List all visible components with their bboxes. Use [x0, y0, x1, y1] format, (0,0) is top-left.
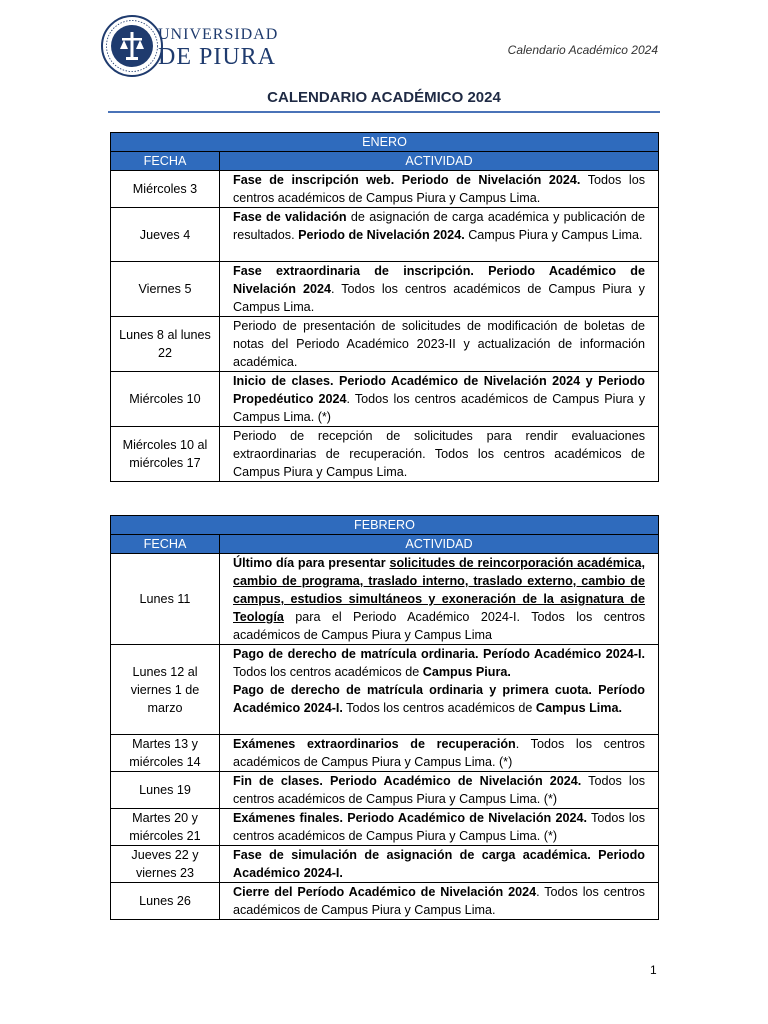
page-number: 1 [650, 963, 657, 977]
column-header-date: FECHA [111, 535, 220, 554]
activity-cell: Último día para presentar solicitudes de reincorporación académica, cambio de programa, traslado interno, traslado externo, cambio de campus, estudios simultáneos y exoneración de la asignatura de Teología para el Periodo Académico 2024-I. Todos los centros académicos de Campus Piura y Campus Lima [220, 554, 659, 645]
activity-cell: Fase extraordinaria de inscripción. Periodo Académico de Nivelación 2024. Todos los centros académicos de Campus Piura y Campus Lima. [220, 262, 659, 317]
date-cell: Martes 20 y miércoles 21 [111, 809, 220, 846]
activity-cell: Periodo de recepción de solicitudes para rendir evaluaciones extraordinarias de recuperación. Todos los centros académicos de Campus Piura y Campus Lima. [220, 427, 659, 482]
activity-cell: Exámenes extraordinarios de recuperación. Todos los centros académicos de Campus Piura y Campus Lima. (*) [220, 735, 659, 772]
table-row [111, 809, 659, 846]
table-row [111, 735, 659, 772]
document-title: CALENDARIO ACADÉMICO 2024 [267, 89, 501, 106]
university-logo [100, 14, 279, 78]
activity-cell: Fin de clases. Periodo Académico de Nivelación 2024. Todos los centros académicos de Campus Piura y Campus Lima. (*) [220, 772, 659, 809]
logo-line1: UNIVERSIDAD [158, 26, 279, 43]
date-cell: Miércoles 10 al miércoles 17 [111, 427, 220, 482]
date-cell: Jueves 22 y viernes 23 [111, 846, 220, 883]
table-row [111, 372, 659, 427]
date-cell: Miércoles 3 [111, 171, 220, 208]
activity-cell: Fase de validación de asignación de carga académica y publicación de resultados. Periodo de Nivelación 2024. Campus Piura y Campus Lima. [220, 208, 659, 262]
date-cell: Lunes 12 al viernes 1 de marzo [111, 645, 220, 735]
activity-cell: Inicio de clases. Periodo Académico de Nivelación 2024 y Periodo Propedéutico 2024. Todos los centros académicos de Campus Piura y Campus Lima. (*) [220, 372, 659, 427]
activity-cell: Fase de inscripción web. Periodo de Nivelación 2024. Todos los centros académicos de Campus Piura y Campus Lima. [220, 171, 659, 208]
date-cell: Lunes 8 al lunes 22 [111, 317, 220, 372]
table-row [111, 427, 659, 482]
date-cell: Martes 13 y miércoles 14 [111, 735, 220, 772]
date-cell: Viernes 5 [111, 262, 220, 317]
calendar-table-febrero [110, 515, 659, 920]
title-rule [108, 111, 660, 113]
university-seal-icon [100, 14, 164, 78]
table-row [111, 171, 659, 208]
logo-line2: DE PIURA [158, 44, 277, 70]
table-row [111, 317, 659, 372]
column-header-activity: ACTIVIDAD [220, 535, 659, 554]
table-row [111, 645, 659, 735]
calendar-table-enero [110, 132, 659, 482]
table-row [111, 554, 659, 645]
table-row [111, 883, 659, 920]
activity-cell: Cierre del Período Académico de Nivelación 2024. Todos los centros académicos de Campus Piura y Campus Lima. [220, 883, 659, 920]
month-header: FEBRERO [111, 516, 659, 535]
table-row [111, 208, 659, 262]
table-row [111, 846, 659, 883]
column-header-activity: ACTIVIDAD [220, 152, 659, 171]
date-cell: Miércoles 10 [111, 372, 220, 427]
date-cell: Jueves 4 [111, 208, 220, 262]
date-cell: Lunes 19 [111, 772, 220, 809]
activity-cell: Fase de simulación de asignación de carga académica. Periodo Académico 2024-I. [220, 846, 659, 883]
activity-cell: Exámenes finales. Periodo Académico de Nivelación 2024. Todos los centros académicos de Campus Piura y Campus Lima. (*) [220, 809, 659, 846]
header-running-title: Calendario Académico 2024 [507, 43, 658, 57]
table-row [111, 262, 659, 317]
table-row [111, 772, 659, 809]
activity-cell: Pago de derecho de matrícula ordinaria. Período Académico 2024-I. Todos los centros académicos de Campus Piura. Pago de derecho de matrícula ordinaria y primera cuota. Período Académico 2024-I. Todos los centros académicos de Campus Lima. [220, 645, 659, 735]
date-cell: Lunes 11 [111, 554, 220, 645]
month-header: ENERO [111, 133, 659, 152]
date-cell: Lunes 26 [111, 883, 220, 920]
activity-cell: Periodo de presentación de solicitudes de modificación de boletas de notas del Periodo Académico 2023-II y actualización de información académica. [220, 317, 659, 372]
column-header-date: FECHA [111, 152, 220, 171]
